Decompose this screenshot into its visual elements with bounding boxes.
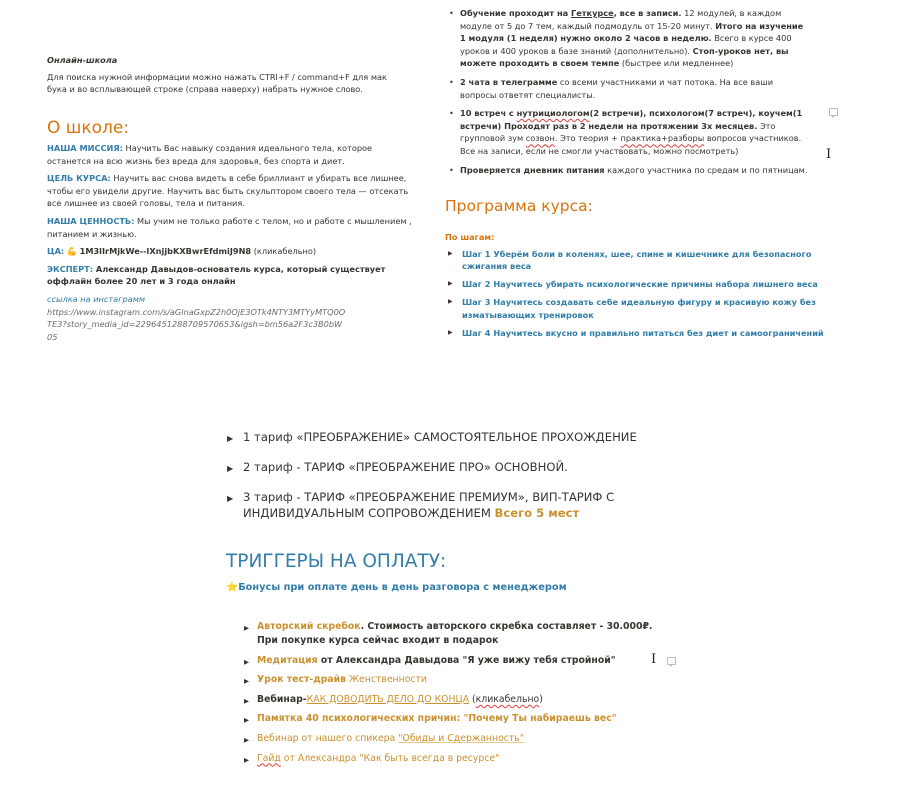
insta-label: ссылка на инстаграмм — [47, 293, 146, 304]
steps-list — [447, 248, 825, 340]
webinar-link[interactable]: КАК ДОВОДИТЬ ДЕЛО ДО КОНЦА — [306, 693, 470, 705]
about-heading: О школе: — [47, 118, 130, 138]
speaker-webinar-link[interactable]: "Обиды и Сдержанность" — [398, 732, 525, 744]
program-heading: Программа курса: — [445, 197, 593, 215]
bonus-item: ▶ Медитация от Александра Давыдова "Я уже вижу тебя стройной" — [244, 654, 664, 668]
step-item[interactable]: ▶ Шаг 3 Научитесь создавать себе идеальную фигуру и красивую кожу без изматывающих тренировок — [447, 296, 825, 321]
list-item: • 10 встреч с нутрициологом(2 встречи), психологом(7 встреч), коучем(1 встречи) Проходят раз в 2 недели на протяжении 3х месяцев. Это групповой зум созвон. Это теория + практика+разборы вопросов участников. Все на записи, если не смогли участвовать, можно посмотреть) — [446, 107, 811, 157]
expert-paragraph — [47, 263, 412, 288]
guide-link[interactable]: "Как быть всегда в ресурсе" — [359, 752, 500, 764]
value-paragraph — [47, 215, 412, 240]
bonus-block — [244, 620, 664, 771]
triangle-bullet-icon: ▶ — [227, 494, 234, 503]
program-block — [445, 231, 825, 345]
goal-label: ЦЕЛЬ КУРСА: — [47, 173, 111, 184]
ca-clickable-note: (кликабельно) — [251, 246, 317, 257]
ca-paragraph — [47, 245, 412, 258]
steps-label: По шагам: — [445, 232, 495, 242]
mission-label: НАША МИССИЯ: — [47, 143, 123, 153]
expert-label: ЭКСПЕРТ: — [47, 263, 94, 274]
bonus-item: ▶ Авторский скребок. Стоимость авторского скребка составляет - 30.000₽. При покупке курса сейчас входит в подарок — [244, 620, 664, 648]
triangle-bullet-icon: ▶ — [227, 434, 234, 443]
comment-icon[interactable] — [667, 657, 676, 665]
course-facts-list — [446, 7, 811, 176]
ca-link[interactable]: 1M3lIrMjkWe--lXnjjbKXBwrEfdmiJ9N8 — [79, 246, 252, 257]
tariffs-block — [226, 429, 646, 521]
goal-text: Научить вас снова видеть в себе бриллиант и убирать все лишнее, чтобы его увидели другие. Научить вас быть скульптором своего тела — отсекать все лишнее из своей головы, тела и питания. — [47, 173, 409, 209]
bonus-list — [244, 620, 664, 766]
goal-paragraph — [47, 172, 412, 210]
insta-link[interactable]: https://www.instagram.com/s/aGlnaGxpZ2h0OjE3OTk4NTY3MTYyMTQ0OTE3?story_media_id=2296451288709570653&igsh=bm56a2F3c3B0bW05 — [47, 306, 346, 342]
step-item[interactable]: ▶ Шаг 1 Уберём боли в коленях, шее, спине и кишечнике для безопасного сжигания веса — [447, 248, 825, 273]
bonus-item: ▶ Гайд от Александра "Как быть всегда в ресурсе" — [244, 752, 664, 766]
bonus-item: ▶ Вебинар от нашего спикера "Обиды и Сдержанность" — [244, 732, 664, 746]
bonus-item: ▶ Вебинар-КАК ДОВОДИТЬ ДЕЛО ДО КОНЦА (кликабельно) — [244, 693, 664, 707]
mission-text: Научить Вас навыку создания идеального тела, которое останется на всю жизнь без вреда для здоровья, без спорта и диет. — [47, 143, 373, 166]
flexed-biceps-icon: 💪 — [66, 246, 78, 257]
school-label: Онлайн-школа — [47, 55, 118, 65]
school-info-block — [47, 54, 407, 96]
expert-text: Александр Давыдов-основатель курса, который существует оффлайн более 20 лет и 3 года онлайн — [47, 263, 386, 287]
star-icon: ⭐ — [226, 582, 239, 593]
getcourse-link[interactable]: Геткурсе — [571, 8, 614, 18]
triggers-heading: ТРИГГЕРЫ НА ОПЛАТУ: — [226, 551, 447, 572]
list-item: • 2 чата в телеграмме со всеми участниками и чат потока. На все ваши вопросы ответят специалисты. — [446, 76, 811, 101]
tariff-accent: Всего 5 мест — [494, 506, 580, 520]
value-text: Мы учим не только работе с телом, но и работе с мышлением , питанием и жизнью. — [47, 215, 412, 239]
tariff-item: ▶ 3 тариф - ТАРИФ «ПРЕОБРАЖЕНИЕ ПРЕМИУМ», ВИП-ТАРИФ С ИНДИВИДУАЛЬНЫМ СОПРОВОЖДЕНИЕМ Всего 5 мест — [227, 490, 615, 520]
bonus-item: ▶ Урок тест-драйв Женственности — [244, 673, 664, 687]
ca-label: ЦА: — [47, 246, 65, 257]
triangle-bullet-icon: ▶ — [227, 464, 234, 473]
search-tip: Для поиска нужной информации можно нажать CTRl+F / command+F для мак бука и во всплывающей строке (справа наверху) набрать нужное слово. — [47, 71, 387, 95]
mission-paragraph — [47, 142, 412, 167]
list-item: • Обучение проходит на Геткурсе, все в записи. 12 модулей, в каждом модуле от 5 до 7 тем, каждый подмодуль от 15-20 минут. Итого на изучение 1 модуля (1 неделя) нужно около 2 часов в неделю. Всего в курсе 400 уроков и 400 уроков в базе знаний (дополнительно). Стоп-уроков нет, вы можете проходить в своем темпе (быстрее или медленнее) — [446, 7, 811, 70]
step-item[interactable]: ▶ Шаг 4 Научитесь вкусно и правильно питаться без диет и самоограничений — [447, 327, 825, 340]
bonus-item: ▶ Памятка 40 психологических причин: "Почему Ты набираешь вес" — [244, 712, 664, 726]
comment-icon[interactable] — [829, 108, 838, 116]
list-item: • Проверяется дневник питания каждого участника по средам и по пятницам. — [446, 164, 811, 177]
text-cursor-icon: I — [651, 652, 657, 667]
text-cursor-icon: I — [826, 147, 832, 162]
tariff-item: ▶ 2 тариф - ТАРИФ «ПРЕОБРАЖЕНИЕ ПРО» ОСНОВНОЙ. — [226, 459, 646, 475]
step-item[interactable]: ▶ Шаг 2 Научитесь убирать психологические причины набора лишнего веса — [447, 278, 825, 291]
bonus-line: ⭐Бонусы при оплате день в день разговора с менеджером — [226, 582, 567, 593]
value-label: НАША ЦЕННОСТЬ: — [47, 215, 135, 226]
about-block — [47, 142, 412, 343]
tariff-item: ▶ 1 тариф «ПРЕОБРАЖЕНИЕ» САМОСТОЯТЕЛЬНОЕ ПРОХОЖДЕНИЕ — [226, 429, 646, 445]
course-info-block — [446, 7, 811, 182]
